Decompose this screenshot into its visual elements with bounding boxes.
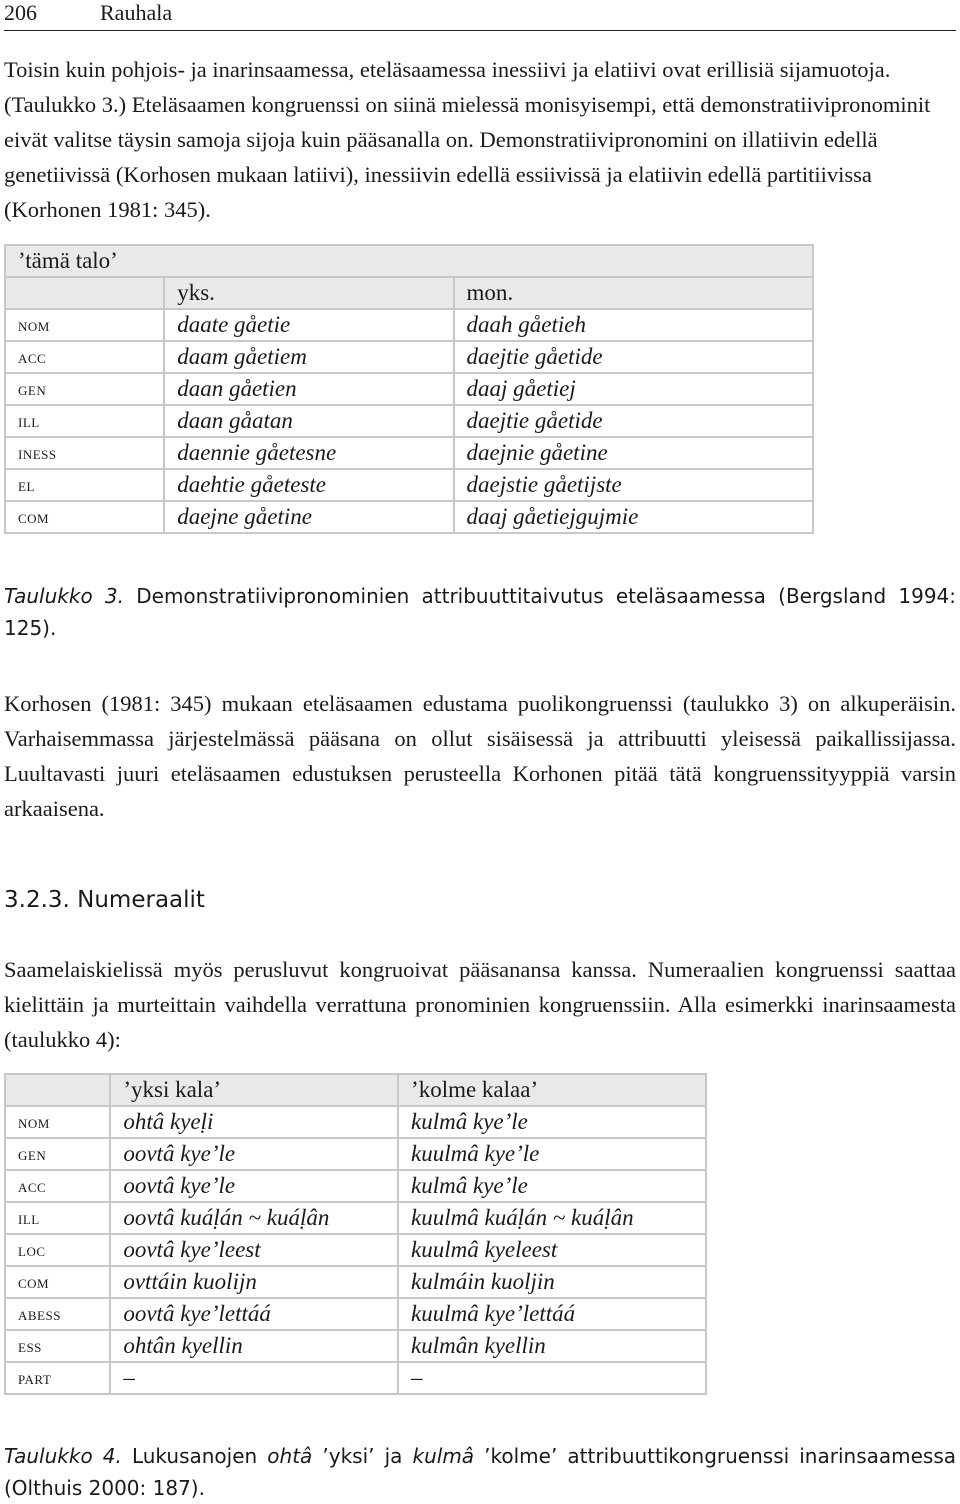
table-row: [5, 1266, 706, 1298]
three-form: kuulmâ kyeleest: [398, 1234, 706, 1266]
sg-form: daan gåatan: [164, 405, 453, 437]
table-4-caption-label: Taulukko 4.: [4, 1444, 122, 1468]
three-form: kulmáin kuoljin: [398, 1266, 706, 1298]
pl-form: daejtie gåetide: [454, 405, 813, 437]
three-form: kulmâ kye’le: [398, 1170, 706, 1202]
table-row: [5, 1234, 706, 1266]
one-form: ohtân kyellin: [110, 1330, 398, 1362]
table-4-header-row: [5, 1074, 706, 1106]
table-4-header-three: ’kolme kalaa’: [398, 1074, 706, 1106]
section-heading: 3.2.3. Numeraalit: [4, 887, 205, 913]
table-4-caption-word1: ohtâ: [267, 1444, 313, 1468]
pl-form: daah gåetieh: [454, 309, 813, 341]
one-form: –: [110, 1362, 398, 1394]
table-3-header-empty: [5, 277, 164, 309]
table-row: [5, 1362, 706, 1394]
table-row: [5, 1106, 706, 1138]
case-label: com: [5, 1266, 110, 1298]
pl-form: daejnie gåetine: [454, 437, 813, 469]
table-row: [5, 405, 813, 437]
table-4-caption-gloss1: ’yksi’ ja: [322, 1444, 403, 1468]
three-form: kulmân kyellin: [398, 1330, 706, 1362]
table-4-caption-post: ’kolme’ attribuuttikongruenssi inarinsaamessa (Olthuis 2000: 187).: [4, 1444, 957, 1500]
case-label: iness: [5, 437, 164, 469]
case-label: com: [5, 501, 164, 533]
table-3-caption-text: Demonstratiivipronominien attribuuttitaivutus eteläsaamessa (Bergsland 1994: 125).: [4, 584, 957, 640]
table-4-caption: [4, 1440, 956, 1504]
table-row: [5, 469, 813, 501]
sg-form: daehtie gåeteste: [164, 469, 453, 501]
case-label: gen: [5, 373, 164, 405]
table-3: [4, 244, 814, 534]
pl-form: daaj gåetiejgujmie: [454, 501, 813, 533]
case-label: abess: [5, 1298, 110, 1330]
table-3-title: ’tämä talo’: [5, 245, 813, 277]
three-form: kuulmâ kuáḷán ~ kuáḷân: [398, 1202, 706, 1234]
table-row: [5, 1330, 706, 1362]
table-row: [5, 1202, 706, 1234]
table-row: [5, 309, 813, 341]
sg-form: daan gåetien: [164, 373, 453, 405]
three-form: kuulmâ kye’lettáá: [398, 1298, 706, 1330]
table-3-header-sg: yks.: [164, 277, 453, 309]
table-row: [5, 1138, 706, 1170]
table-3-caption: [4, 580, 956, 644]
paragraph-2: Korhosen (1981: 345) mukaan eteläsaamen edustama puolikongruenssi (taulukko 3) on alkuperäisin. Varhaisemmassa järjestelmässä pääsana on ollut sisäisessä ja attribuutti yleisessä paikallissijassa. Luultavasti juuri eteläsaamen edustuksen perusteella Korhonen pitää tätä kongruenssityyppiä varsin arkaaisena.: [4, 691, 956, 821]
case-label: ill: [5, 1202, 110, 1234]
table-row: [5, 437, 813, 469]
case-label: el: [5, 469, 164, 501]
case-label: acc: [5, 1170, 110, 1202]
case-label: loc: [5, 1234, 110, 1266]
table-row: [5, 501, 813, 533]
one-form: oovtâ kye’leest: [110, 1234, 398, 1266]
running-head: Rauhala: [100, 0, 173, 25]
three-form: kulmâ kye’le: [398, 1106, 706, 1138]
one-form: oovtâ kye’le: [110, 1138, 398, 1170]
case-label: nom: [5, 1106, 110, 1138]
table-3-header-row: [5, 277, 813, 309]
three-form: kuulmâ kye’le: [398, 1138, 706, 1170]
case-label: part: [5, 1362, 110, 1394]
table-4-caption-pre: Lukusanojen: [131, 1444, 258, 1468]
one-form: oovtâ kuáḷán ~ kuáḷân: [110, 1202, 398, 1234]
one-form: oovtâ kye’lettáá: [110, 1298, 398, 1330]
table-row: [5, 1298, 706, 1330]
case-label: gen: [5, 1138, 110, 1170]
one-form: oovtâ kye’le: [110, 1170, 398, 1202]
sg-form: daejne gåetine: [164, 501, 453, 533]
table-4-header-empty: [5, 1074, 110, 1106]
sg-form: daennie gåetesne: [164, 437, 453, 469]
case-label: acc: [5, 341, 164, 373]
sg-form: daate gåetie: [164, 309, 453, 341]
one-form: ovttáin kuolijn: [110, 1266, 398, 1298]
table-row: [5, 1170, 706, 1202]
three-form: –: [398, 1362, 706, 1394]
table-4: [4, 1073, 707, 1395]
case-label: nom: [5, 309, 164, 341]
table-4-caption-word2: kulmâ: [412, 1444, 475, 1468]
table-3-caption-label: Taulukko 3.: [4, 584, 124, 608]
page-header: [4, 0, 956, 31]
page-number: 206: [4, 0, 37, 25]
pl-form: daejstie gåetijste: [454, 469, 813, 501]
pl-form: daaj gåetiej: [454, 373, 813, 405]
one-form: ohtâ kyeḷi: [110, 1106, 398, 1138]
paragraph-1: Toisin kuin pohjois- ja inarinsaamessa, eteläsaamessa inessiivi ja elatiivi ovat erillisiä sijamuotoja. (Taulukko 3.) Eteläsaamen kongruenssi on siinä mielessä monisyisempi, että demonstratiivipronominit eivät valitse täysin samoja sijoja kuin pääsanalla on. Demonstratiivipronomini on illatiivin edellä genetiivissä (Korhosen mukaan latiivi), inessiivin edellä essiivissä ja elatiivin edellä partitiivissa (Korhonen 1981: 345).: [4, 57, 931, 222]
sg-form: daam gåetiem: [164, 341, 453, 373]
pl-form: daejtie gåetide: [454, 341, 813, 373]
table-3-title-row: [5, 245, 813, 277]
case-label: ess: [5, 1330, 110, 1362]
table-row: [5, 373, 813, 405]
table-4-header-one: ’yksi kala’: [110, 1074, 398, 1106]
table-row: [5, 341, 813, 373]
paragraph-3: Saamelaiskielissä myös perusluvut kongruoivat pääsanansa kanssa. Numeraalien kongruenssi saattaa kielittäin ja murteittain vaihdella verrattuna pronominien kongruenssiin. Alla esimerkki inarinsaamesta (taulukko 4):: [4, 957, 956, 1052]
case-label: ill: [5, 405, 164, 437]
table-3-header-pl: mon.: [454, 277, 813, 309]
